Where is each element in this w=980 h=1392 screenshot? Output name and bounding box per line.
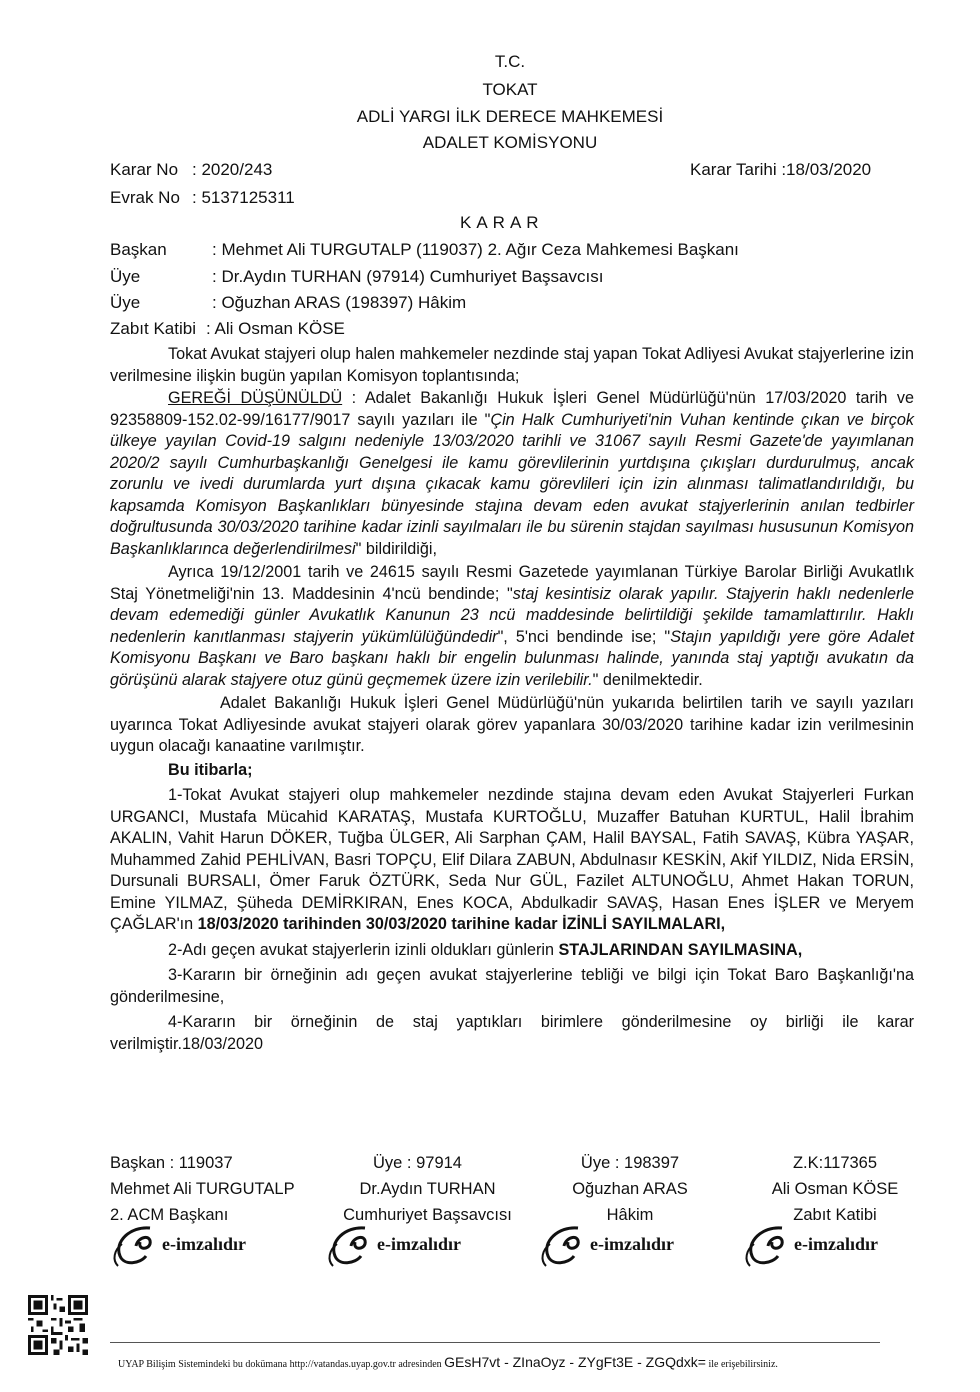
quoted-text: Çin Halk Cumhuriyeti'nin Vuhan kentinde çıkan ve birçok ülkeye yayılan Covid-19 salgını nedeniyle 13/03/2020 tarihli ve 31067 sayılı Resmi Gazete'de yayımlanan 2020/2 sayılı Cumhurbaşkanlığı Genelgesi ile kamu görevlilerinin yurtdışına çıkışları durdurulmuş, ancak zorunlu ve ivedi durumlarda yurt dışına çıkacak kamu görevlileri için izin alınması talimatlandırıldığı, bu kapsamda Komisyon Başkanlıkları bünyesinde stajına devam eden avukat stajyerlerinin anılan tedbirler doğrultusunda 30/03/2020 tarihine kadar izinli sayılmaları ile bu sürenin stajdan sayılması hususunun Komisyon Başkanlıklarınca değerlendirilmesi — [110, 410, 915, 558]
signature-title: Hâkim — [606, 1206, 654, 1224]
bold-text: STAJLARINDAN SAYILMASINA, — [558, 940, 803, 959]
signature-name: Ali Osman KÖSE — [771, 1180, 899, 1198]
karar-no-value: : 2020/243 — [192, 160, 273, 179]
signature-block-uye2 — [560, 1150, 700, 1228]
footer-divider — [110, 1342, 880, 1343]
decision-item-4: 4-Kararın bir örneğinin de staj yaptıkları birimlere gönderilmesine oy birliği ile karar verilmiştir.18/03/2020 — [110, 1013, 914, 1053]
stamp-text: e-imzalıdır — [590, 1234, 674, 1254]
decision-item-2 — [110, 940, 914, 962]
member-text: : Oğuzhan ARAS (198397) Hâkim — [212, 293, 467, 312]
geregi-heading: GEREĞİ DÜŞÜNÜLDÜ — [168, 389, 343, 407]
member-role: Üye — [110, 267, 141, 286]
member-text: : Ali Osman KÖSE — [206, 319, 345, 338]
document-title: KARAR — [460, 213, 544, 232]
e-signature-icon — [538, 1220, 698, 1270]
signature-block-baskan — [110, 1150, 295, 1228]
header-tc: T.C. — [494, 52, 526, 71]
signature-name: Dr.Aydın TURHAN — [359, 1180, 496, 1198]
verification-code: GEsH7vt - ZInaOyz - ZYgFt3E - ZGQdxk= — [444, 1354, 706, 1370]
signature-name: Oğuzhan ARAS — [572, 1180, 688, 1198]
member-text: : Mehmet Ali TURGUTALP (119037) 2. Ağır Ceza Mahkemesi Başkanı — [212, 240, 739, 259]
header-tokat: TOKAT — [482, 80, 538, 99]
paragraph-ayrica — [110, 562, 914, 691]
footer-verification — [118, 1354, 778, 1370]
paragraph-geregi — [110, 388, 914, 560]
signature-id: Üye : 198397 — [580, 1154, 680, 1172]
decision-item-1 — [110, 785, 914, 936]
signature-block-uye1 — [340, 1150, 515, 1228]
paragraph-conclusion: Adalet Bakanlığı Hukuk İşleri Genel Müdürlüğü'nün yukarıda belirtilen tarih ve sayılı yazıları uyarınca Tokat Adliyesinde avukat stajyeri olarak görev yapanlara 30/03/2020 tarihine kadar izin verilmesinin uygun olacağı kanaatine varılmıştır. — [110, 694, 914, 755]
signature-id: Z.K:117365 — [792, 1154, 878, 1172]
qr-code-icon[interactable] — [28, 1295, 88, 1355]
text-span: 1-Tokat Avukat stajyeri olup mahkemeler nezdinde stajına devam eden Avukat Stajyerleri Furkan URGANCI, Mustafa Mücahid KARATAŞ, Mustafa KURTOĞLU, Muzaffer Batuhan KURTUL, Halil İbrahim AKALIN, Vahit Harun DÖKER, Tuğba ÜLGER, Ali Sarphan ÇAM, Halil BAYSAL, Fatih SAVAŞ, Kübra YAŞAR, Muhammed Zahid PEHLİVAN, Basri TOPÇU, Elif Dilara ZABUN, Abdulnasır KESKİN, Akif YILDIZ, Nida ERSİN, Dursunali BURSALI, Ömer Faruk ÖZTÜRK, Seda Nur GÜL, Fazilet ALTUNOĞLU, Ahmet Hakan TORUN, Emine YILMAZ, Şüheda DEMİRKIRAN, Enes KOCA, Abdulkadir SAVAŞ, Hasan Enes İŞLER ve Meryem ÇAĞLAR'ın — [110, 786, 914, 933]
member-role: Zabıt Katibi — [110, 319, 196, 338]
signature-name: Mehmet Ali TURGUTALP — [110, 1180, 295, 1198]
quoted-text: Stajın yapıldığı yere göre Adalet Komisyonu Başkanı ve Baro başkanı haklı bir engelin bulunması halinde, yanında staj yaptığı avukatın da görüşünü alarak stajyere otuz günü geçmemek üzere izin verilebilir. — [110, 627, 914, 689]
signature-title: Zabıt Katibi — [793, 1206, 877, 1224]
text-span: Ayrıca 19/12/2001 tarih ve 24615 sayılı Resmi Gazetede yayımlanan Türkiye Barolar Birliği Avukatlık Staj Yönetmeliği'nin 13. Maddesinin 4'ncü bendinde; " — [110, 563, 914, 603]
stamp-text: e-imzalıdır — [794, 1234, 878, 1254]
signature-block-katip — [760, 1150, 910, 1228]
e-signature-icon — [110, 1220, 270, 1270]
signature-id: Başkan : 119037 — [110, 1154, 233, 1172]
footer-text: UYAP Bilişim Sistemindeki bu dokümana http://vatandas.uyap.gov.tr adresinden — [118, 1359, 445, 1370]
e-signature-icon — [325, 1220, 485, 1270]
signature-title: Cumhuriyet Başsavcısı — [343, 1206, 512, 1224]
text-span: " denilmektedir. — [592, 670, 703, 689]
e-signature-icon — [742, 1220, 902, 1270]
text-span: : Adalet Bakanlığı Hukuk İşleri Genel Müdürlüğü'nün 17/03/2020 tarih ve 92358809-152.02-99/16177/9017 sayılı yazıları ile " — [110, 389, 914, 429]
evrak-no-label: Evrak No — [110, 188, 180, 207]
footer-text: ile erişebilirsiniz. — [705, 1359, 778, 1370]
karar-no-label: Karar No — [110, 160, 179, 179]
bu-itibarla: Bu itibarla; — [168, 760, 253, 779]
body-text — [110, 344, 914, 1055]
text-span: 2-Adı geçen avukat stajyerlerin izinli oldukları günlerin — [168, 940, 559, 959]
text-span: ", 5'nci bendinde ise; " — [497, 627, 671, 646]
signature-title: 2. ACM Başkanı — [110, 1206, 229, 1224]
member-role: Başkan — [110, 240, 167, 259]
karar-tarihi: Karar Tarihi :18/03/2020 — [690, 160, 872, 179]
evrak-no-value: : 5137125311 — [192, 188, 295, 207]
signature-id: Üye : 97914 — [373, 1154, 462, 1172]
quoted-text: staj kesintisiz olarak yapılır. Stajyerin haklı nedenlerle devam edemediği günler Avukatlık Kanunun 23 ncü maddesinde belirtildiği şekilde tamamlattırılır. Haklı nedenlerin kanıtlanması stajyerin yükümlülüğündedir — [110, 584, 915, 646]
header-court: ADLİ YARGI İLK DERECE MAHKEMESİ — [356, 107, 664, 126]
member-role: Üye — [110, 293, 141, 312]
stamp-text: e-imzalıdır — [162, 1234, 246, 1254]
decision-item-3: 3-Kararın bir örneğinin adı geçen avukat stajyerlerine tebliği ve bilgi için Tokat Baro Başkanlığı'na gönderilmesine, — [110, 966, 914, 1006]
bold-text: 18/03/2020 tarihinden 30/03/2020 tarihine kadar İZİNLİ SAYILMALARI, — [197, 915, 726, 933]
member-text: : Dr.Aydın TURHAN (97914) Cumhuriyet Başsavcısı — [212, 267, 604, 286]
paragraph-intro: Tokat Avukat stajyeri olup halen mahkemeler nezdinde staj yapan Tokat Adliyesi Avukat stajyerlerine izin verilmesine ilişkin bugün yapılan Komisyon toplantısında; — [110, 345, 914, 385]
header-commission: ADALET KOMİSYONU — [422, 133, 598, 152]
stamp-text: e-imzalıdır — [377, 1234, 461, 1254]
text-span: " bildirildiği, — [355, 539, 437, 558]
